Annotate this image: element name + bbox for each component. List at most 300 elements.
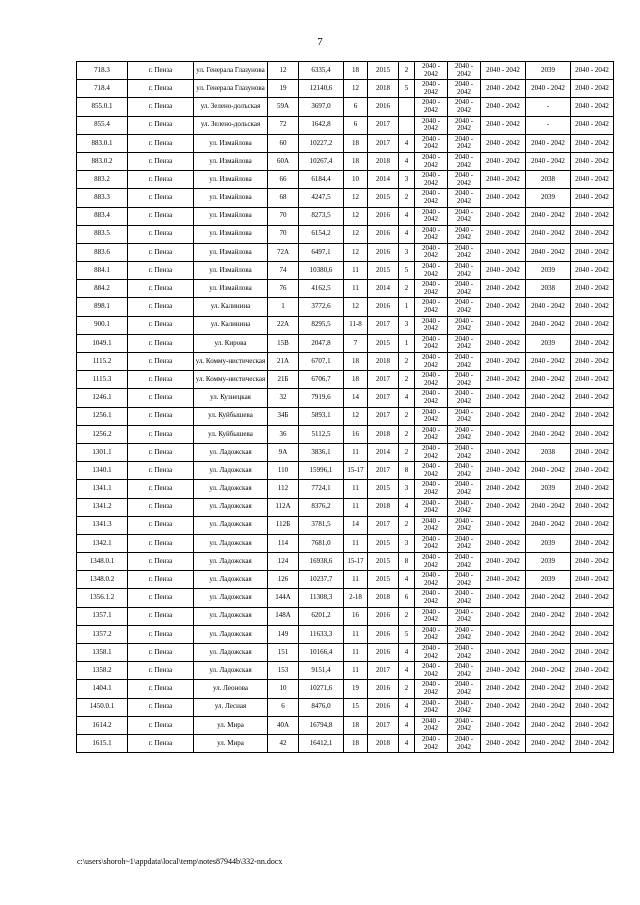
cell-period-2: 2040 - 2042	[448, 371, 481, 389]
cell-floors: 2-18	[344, 589, 368, 607]
cell-floors: 15-17	[344, 462, 368, 480]
cell-period-2: 2040 - 2042	[448, 116, 481, 134]
table-row	[77, 407, 614, 425]
cell-period-5: 2040 - 2042	[571, 480, 614, 498]
cell-period-4: 2040 - 2042	[526, 80, 571, 98]
cell-period-3: 2040 - 2042	[481, 662, 526, 680]
cell-house-number: 40А	[268, 716, 299, 734]
cell-year: 2016	[368, 680, 399, 698]
cell-house-number: 72	[268, 116, 299, 134]
table-row	[77, 589, 614, 607]
cell-count: 6	[399, 589, 415, 607]
cell-period-1: 2040 - 2042	[415, 280, 448, 298]
cell-area: 7681,0	[299, 534, 344, 552]
cell-house-number: 21Б	[268, 371, 299, 389]
cell-period-3: 2040 - 2042	[481, 225, 526, 243]
cell-count: 4	[399, 698, 415, 716]
cell-period-3: 2040 - 2042	[481, 516, 526, 534]
cell-period-2: 2040 - 2042	[448, 62, 481, 80]
cell-floors: 19	[344, 680, 368, 698]
cell-city: г. Пенза	[128, 262, 194, 280]
cell-area: 8376,2	[299, 498, 344, 516]
cell-period-5: 2040 - 2042	[571, 462, 614, 480]
cell-record-number: 883.0.1	[77, 134, 128, 152]
cell-area: 7919,6	[299, 389, 344, 407]
cell-street: ул. Ладожская	[194, 480, 268, 498]
cell-record-number: 1615.1	[77, 734, 128, 752]
cell-period-3: 2040 - 2042	[481, 571, 526, 589]
cell-count: 1	[399, 298, 415, 316]
cell-city: г. Пенза	[128, 716, 194, 734]
cell-city: г. Пенза	[128, 298, 194, 316]
cell-period-1: 2040 - 2042	[415, 662, 448, 680]
cell-period-3: 2040 - 2042	[481, 207, 526, 225]
cell-floors: 16	[344, 607, 368, 625]
cell-area: 10267,4	[299, 152, 344, 170]
cell-area: 6184,4	[299, 171, 344, 189]
cell-city: г. Пенза	[128, 116, 194, 134]
cell-city: г. Пенза	[128, 625, 194, 643]
cell-floors: 11	[344, 262, 368, 280]
cell-area: 9151,4	[299, 662, 344, 680]
cell-count: 4	[399, 152, 415, 170]
cell-period-2: 2040 - 2042	[448, 607, 481, 625]
cell-city: г. Пенза	[128, 589, 194, 607]
cell-period-3: 2040 - 2042	[481, 262, 526, 280]
cell-floors: 18	[344, 371, 368, 389]
cell-period-5: 2040 - 2042	[571, 662, 614, 680]
cell-period-4: 2040 - 2042	[526, 298, 571, 316]
cell-street: ул. Куйбышева	[194, 407, 268, 425]
cell-house-number: 126	[268, 571, 299, 589]
cell-house-number: 59А	[268, 98, 299, 116]
cell-house-number: 66	[268, 171, 299, 189]
cell-period-2: 2040 - 2042	[448, 480, 481, 498]
cell-record-number: 883.5	[77, 225, 128, 243]
cell-period-2: 2040 - 2042	[448, 280, 481, 298]
table-row	[77, 389, 614, 407]
cell-period-5: 2040 - 2042	[571, 498, 614, 516]
cell-area: 10271,6	[299, 680, 344, 698]
cell-period-5: 2040 - 2042	[571, 62, 614, 80]
cell-period-4: 2040 - 2042	[526, 134, 571, 152]
cell-area: 16938,6	[299, 553, 344, 571]
cell-city: г. Пенза	[128, 280, 194, 298]
cell-street: ул. Ладожская	[194, 644, 268, 662]
cell-floors: 10	[344, 171, 368, 189]
cell-year: 2016	[368, 207, 399, 225]
cell-street: ул. Измайлова	[194, 189, 268, 207]
cell-record-number: 1356.1.2	[77, 589, 128, 607]
cell-house-number: 10	[268, 680, 299, 698]
cell-period-3: 2040 - 2042	[481, 98, 526, 116]
cell-period-1: 2040 - 2042	[415, 407, 448, 425]
cell-period-4: 2040 - 2042	[526, 353, 571, 371]
cell-city: г. Пенза	[128, 243, 194, 261]
cell-period-3: 2040 - 2042	[481, 371, 526, 389]
cell-house-number: 114	[268, 534, 299, 552]
cell-period-3: 2040 - 2042	[481, 298, 526, 316]
cell-year: 2014	[368, 443, 399, 461]
cell-record-number: 883.2	[77, 171, 128, 189]
cell-period-2: 2040 - 2042	[448, 225, 481, 243]
cell-floors: 12	[344, 407, 368, 425]
cell-house-number: 19	[268, 80, 299, 98]
cell-area: 10227,2	[299, 134, 344, 152]
cell-period-3: 2040 - 2042	[481, 116, 526, 134]
cell-city: г. Пенза	[128, 152, 194, 170]
cell-street: ул. Ладожская	[194, 443, 268, 461]
cell-period-1: 2040 - 2042	[415, 98, 448, 116]
cell-period-2: 2040 - 2042	[448, 207, 481, 225]
cell-count: 2	[399, 680, 415, 698]
cell-period-4: 2040 - 2042	[526, 516, 571, 534]
cell-area: 11308,3	[299, 589, 344, 607]
cell-city: г. Пенза	[128, 498, 194, 516]
table-row	[77, 189, 614, 207]
cell-period-1: 2040 - 2042	[415, 371, 448, 389]
cell-house-number: 148А	[268, 607, 299, 625]
cell-period-1: 2040 - 2042	[415, 716, 448, 734]
cell-street: ул. Измайлова	[194, 225, 268, 243]
cell-period-5: 2040 - 2042	[571, 171, 614, 189]
cell-count: 4	[399, 734, 415, 752]
cell-period-4: -	[526, 98, 571, 116]
cell-floors: 11	[344, 662, 368, 680]
cell-count: 4	[399, 716, 415, 734]
cell-record-number: 855.0.1	[77, 98, 128, 116]
cell-period-1: 2040 - 2042	[415, 462, 448, 480]
table-row	[77, 480, 614, 498]
cell-city: г. Пенза	[128, 134, 194, 152]
cell-floors: 14	[344, 516, 368, 534]
cell-period-2: 2040 - 2042	[448, 98, 481, 116]
table-row	[77, 734, 614, 752]
cell-city: г. Пенза	[128, 553, 194, 571]
cell-period-5: 2040 - 2042	[571, 625, 614, 643]
cell-count: 3	[399, 316, 415, 334]
cell-count: 3	[399, 171, 415, 189]
cell-record-number: 718.4	[77, 80, 128, 98]
cell-street: ул. Леонова	[194, 680, 268, 698]
cell-city: г. Пенза	[128, 644, 194, 662]
cell-city: г. Пенза	[128, 371, 194, 389]
cell-period-1: 2040 - 2042	[415, 116, 448, 134]
cell-period-3: 2040 - 2042	[481, 152, 526, 170]
cell-area: 10166,4	[299, 644, 344, 662]
cell-period-4: 2040 - 2042	[526, 734, 571, 752]
cell-year: 2015	[368, 262, 399, 280]
cell-period-5: 2040 - 2042	[571, 80, 614, 98]
cell-floors: 11	[344, 498, 368, 516]
cell-period-3: 2040 - 2042	[481, 607, 526, 625]
cell-period-5: 2040 - 2042	[571, 189, 614, 207]
cell-record-number: 1342.1	[77, 534, 128, 552]
cell-period-2: 2040 - 2042	[448, 571, 481, 589]
cell-record-number: 1301.1	[77, 443, 128, 461]
cell-period-4: 2039	[526, 534, 571, 552]
cell-period-1: 2040 - 2042	[415, 207, 448, 225]
cell-year: 2014	[368, 280, 399, 298]
cell-house-number: 21А	[268, 353, 299, 371]
cell-count: 8	[399, 462, 415, 480]
table-row	[77, 553, 614, 571]
cell-period-4: 2039	[526, 571, 571, 589]
cell-period-1: 2040 - 2042	[415, 553, 448, 571]
cell-area: 6335,4	[299, 62, 344, 80]
cell-record-number: 1358.2	[77, 662, 128, 680]
cell-period-5: 2040 - 2042	[571, 152, 614, 170]
cell-count: 4	[399, 571, 415, 589]
cell-count: 8	[399, 553, 415, 571]
cell-period-3: 2040 - 2042	[481, 734, 526, 752]
cell-period-1: 2040 - 2042	[415, 607, 448, 625]
cell-year: 2016	[368, 243, 399, 261]
cell-street: ул. Генерала Глазунова	[194, 62, 268, 80]
cell-period-1: 2040 - 2042	[415, 534, 448, 552]
cell-year: 2017	[368, 134, 399, 152]
cell-period-1: 2040 - 2042	[415, 571, 448, 589]
cell-period-5: 2040 - 2042	[571, 116, 614, 134]
cell-count: 1	[399, 334, 415, 352]
cell-street: ул. Измайлова	[194, 134, 268, 152]
table-row	[77, 262, 614, 280]
cell-period-5: 2040 - 2042	[571, 516, 614, 534]
cell-year: 2014	[368, 171, 399, 189]
cell-street: ул. Кузнецкая	[194, 389, 268, 407]
cell-count: 3	[399, 534, 415, 552]
cell-area: 7724,1	[299, 480, 344, 498]
cell-record-number: 1341.1	[77, 480, 128, 498]
cell-house-number: 60	[268, 134, 299, 152]
cell-house-number: 153	[268, 662, 299, 680]
cell-city: г. Пенза	[128, 98, 194, 116]
cell-record-number: 1049.1	[77, 334, 128, 352]
cell-city: г. Пенза	[128, 316, 194, 334]
cell-record-number: 883.3	[77, 189, 128, 207]
cell-record-number: 1246.1	[77, 389, 128, 407]
cell-count: 4	[399, 662, 415, 680]
cell-period-3: 2040 - 2042	[481, 316, 526, 334]
table-row	[77, 171, 614, 189]
cell-area: 6707,1	[299, 353, 344, 371]
table-row	[77, 662, 614, 680]
cell-house-number: 34Б	[268, 407, 299, 425]
cell-year: 2016	[368, 298, 399, 316]
cell-house-number: 60А	[268, 152, 299, 170]
cell-area: 10380,6	[299, 262, 344, 280]
cell-area: 15996,1	[299, 462, 344, 480]
cell-period-5: 2040 - 2042	[571, 716, 614, 734]
cell-period-4: 2040 - 2042	[526, 152, 571, 170]
cell-year: 2017	[368, 662, 399, 680]
cell-record-number: 1341.3	[77, 516, 128, 534]
cell-period-2: 2040 - 2042	[448, 662, 481, 680]
cell-period-2: 2040 - 2042	[448, 680, 481, 698]
cell-period-3: 2040 - 2042	[481, 353, 526, 371]
cell-period-3: 2040 - 2042	[481, 498, 526, 516]
cell-period-1: 2040 - 2042	[415, 171, 448, 189]
cell-period-3: 2040 - 2042	[481, 589, 526, 607]
cell-street: ул. Мира	[194, 734, 268, 752]
cell-area: 16412,1	[299, 734, 344, 752]
cell-area: 3836,1	[299, 443, 344, 461]
cell-street: ул. Ладожская	[194, 571, 268, 589]
cell-record-number: 1256.1	[77, 407, 128, 425]
cell-floors: 12	[344, 243, 368, 261]
cell-floors: 18	[344, 353, 368, 371]
cell-floors: 12	[344, 80, 368, 98]
cell-city: г. Пенза	[128, 80, 194, 98]
cell-period-4: 2040 - 2042	[526, 644, 571, 662]
cell-year: 2016	[368, 625, 399, 643]
cell-area: 6706,7	[299, 371, 344, 389]
cell-period-1: 2040 - 2042	[415, 625, 448, 643]
cell-area: 2047,8	[299, 334, 344, 352]
cell-period-3: 2040 - 2042	[481, 407, 526, 425]
cell-house-number: 15В	[268, 334, 299, 352]
cell-area: 6497,1	[299, 243, 344, 261]
cell-count: 3	[399, 243, 415, 261]
cell-floors: 18	[344, 716, 368, 734]
cell-floors: 7	[344, 334, 368, 352]
table-row	[77, 298, 614, 316]
cell-year: 2015	[368, 189, 399, 207]
cell-street: ул. Зелено-дольская	[194, 116, 268, 134]
cell-house-number: 149	[268, 625, 299, 643]
cell-year: 2016	[368, 698, 399, 716]
cell-area: 6201,2	[299, 607, 344, 625]
cell-period-4: 2040 - 2042	[526, 625, 571, 643]
cell-period-1: 2040 - 2042	[415, 498, 448, 516]
cell-count: 2	[399, 516, 415, 534]
cell-period-2: 2040 - 2042	[448, 189, 481, 207]
cell-period-3: 2040 - 2042	[481, 243, 526, 261]
cell-count: 2	[399, 280, 415, 298]
cell-count: 2	[399, 425, 415, 443]
cell-area: 8476,0	[299, 698, 344, 716]
page-number: 7	[317, 36, 323, 48]
cell-period-1: 2040 - 2042	[415, 243, 448, 261]
cell-floors: 15-17	[344, 553, 368, 571]
cell-house-number: 72А	[268, 243, 299, 261]
cell-area: 3781,5	[299, 516, 344, 534]
cell-period-4: 2038	[526, 443, 571, 461]
cell-period-5: 2040 - 2042	[571, 243, 614, 261]
cell-period-2: 2040 - 2042	[448, 407, 481, 425]
cell-period-3: 2040 - 2042	[481, 553, 526, 571]
footer-file-path: c:\users\shoroh~1\appdata\local\temp\notes87944b\332-nn.docx	[77, 857, 283, 866]
cell-period-2: 2040 - 2042	[448, 443, 481, 461]
cell-record-number: 884.2	[77, 280, 128, 298]
cell-period-5: 2040 - 2042	[571, 589, 614, 607]
cell-period-3: 2040 - 2042	[481, 462, 526, 480]
cell-period-5: 2040 - 2042	[571, 353, 614, 371]
cell-period-2: 2040 - 2042	[448, 698, 481, 716]
cell-period-3: 2040 - 2042	[481, 334, 526, 352]
cell-period-1: 2040 - 2042	[415, 589, 448, 607]
cell-floors: 11	[344, 625, 368, 643]
table-row	[77, 443, 614, 461]
table-row	[77, 371, 614, 389]
cell-year: 2017	[368, 316, 399, 334]
cell-house-number: 9А	[268, 443, 299, 461]
cell-period-3: 2040 - 2042	[481, 480, 526, 498]
cell-count: 4	[399, 134, 415, 152]
cell-city: г. Пенза	[128, 480, 194, 498]
cell-floors: 18	[344, 734, 368, 752]
cell-street: ул. Измайлова	[194, 262, 268, 280]
cell-street: ул. Калинина	[194, 316, 268, 334]
cell-street: ул. Комму-нистическая	[194, 371, 268, 389]
cell-house-number: 6	[268, 698, 299, 716]
cell-floors: 18	[344, 152, 368, 170]
cell-record-number: 898.1	[77, 298, 128, 316]
cell-period-5: 2040 - 2042	[571, 607, 614, 625]
cell-floors: 6	[344, 116, 368, 134]
cell-period-2: 2040 - 2042	[448, 625, 481, 643]
cell-record-number: 883.0.2	[77, 152, 128, 170]
cell-street: ул. Генерала Глазунова	[194, 80, 268, 98]
cell-year: 2017	[368, 371, 399, 389]
cell-period-2: 2040 - 2042	[448, 734, 481, 752]
cell-floors: 6	[344, 98, 368, 116]
table-row	[77, 516, 614, 534]
cell-street: ул. Ладожская	[194, 662, 268, 680]
cell-record-number: 855.4	[77, 116, 128, 134]
cell-area: 6154,2	[299, 225, 344, 243]
cell-house-number: 42	[268, 734, 299, 752]
cell-city: г. Пенза	[128, 425, 194, 443]
table-row	[77, 243, 614, 261]
cell-area: 10237,7	[299, 571, 344, 589]
cell-period-5: 2040 - 2042	[571, 207, 614, 225]
cell-period-3: 2040 - 2042	[481, 389, 526, 407]
cell-floors: 11	[344, 534, 368, 552]
cell-street: ул. Измайлова	[194, 152, 268, 170]
table-row	[77, 607, 614, 625]
table-row	[77, 80, 614, 98]
cell-period-4: 2039	[526, 334, 571, 352]
cell-year: 2016	[368, 607, 399, 625]
cell-period-5: 2040 - 2042	[571, 534, 614, 552]
cell-city: г. Пенза	[128, 534, 194, 552]
cell-floors: 11-8	[344, 316, 368, 334]
cell-year: 2018	[368, 589, 399, 607]
cell-record-number: 884.1	[77, 262, 128, 280]
cell-record-number: 883.4	[77, 207, 128, 225]
cell-street: ул. Ладожская	[194, 516, 268, 534]
cell-city: г. Пенза	[128, 171, 194, 189]
cell-floors: 15	[344, 698, 368, 716]
table-row	[77, 353, 614, 371]
cell-year: 2018	[368, 734, 399, 752]
cell-record-number: 900.1	[77, 316, 128, 334]
cell-period-2: 2040 - 2042	[448, 171, 481, 189]
table-row	[77, 716, 614, 734]
cell-count: 3	[399, 480, 415, 498]
table-row	[77, 534, 614, 552]
cell-floors: 11	[344, 571, 368, 589]
cell-period-1: 2040 - 2042	[415, 62, 448, 80]
cell-period-5: 2040 - 2042	[571, 644, 614, 662]
cell-floors: 14	[344, 389, 368, 407]
cell-period-3: 2040 - 2042	[481, 171, 526, 189]
cell-city: г. Пенза	[128, 407, 194, 425]
cell-city: г. Пенза	[128, 353, 194, 371]
cell-period-4: 2040 - 2042	[526, 716, 571, 734]
cell-period-1: 2040 - 2042	[415, 134, 448, 152]
